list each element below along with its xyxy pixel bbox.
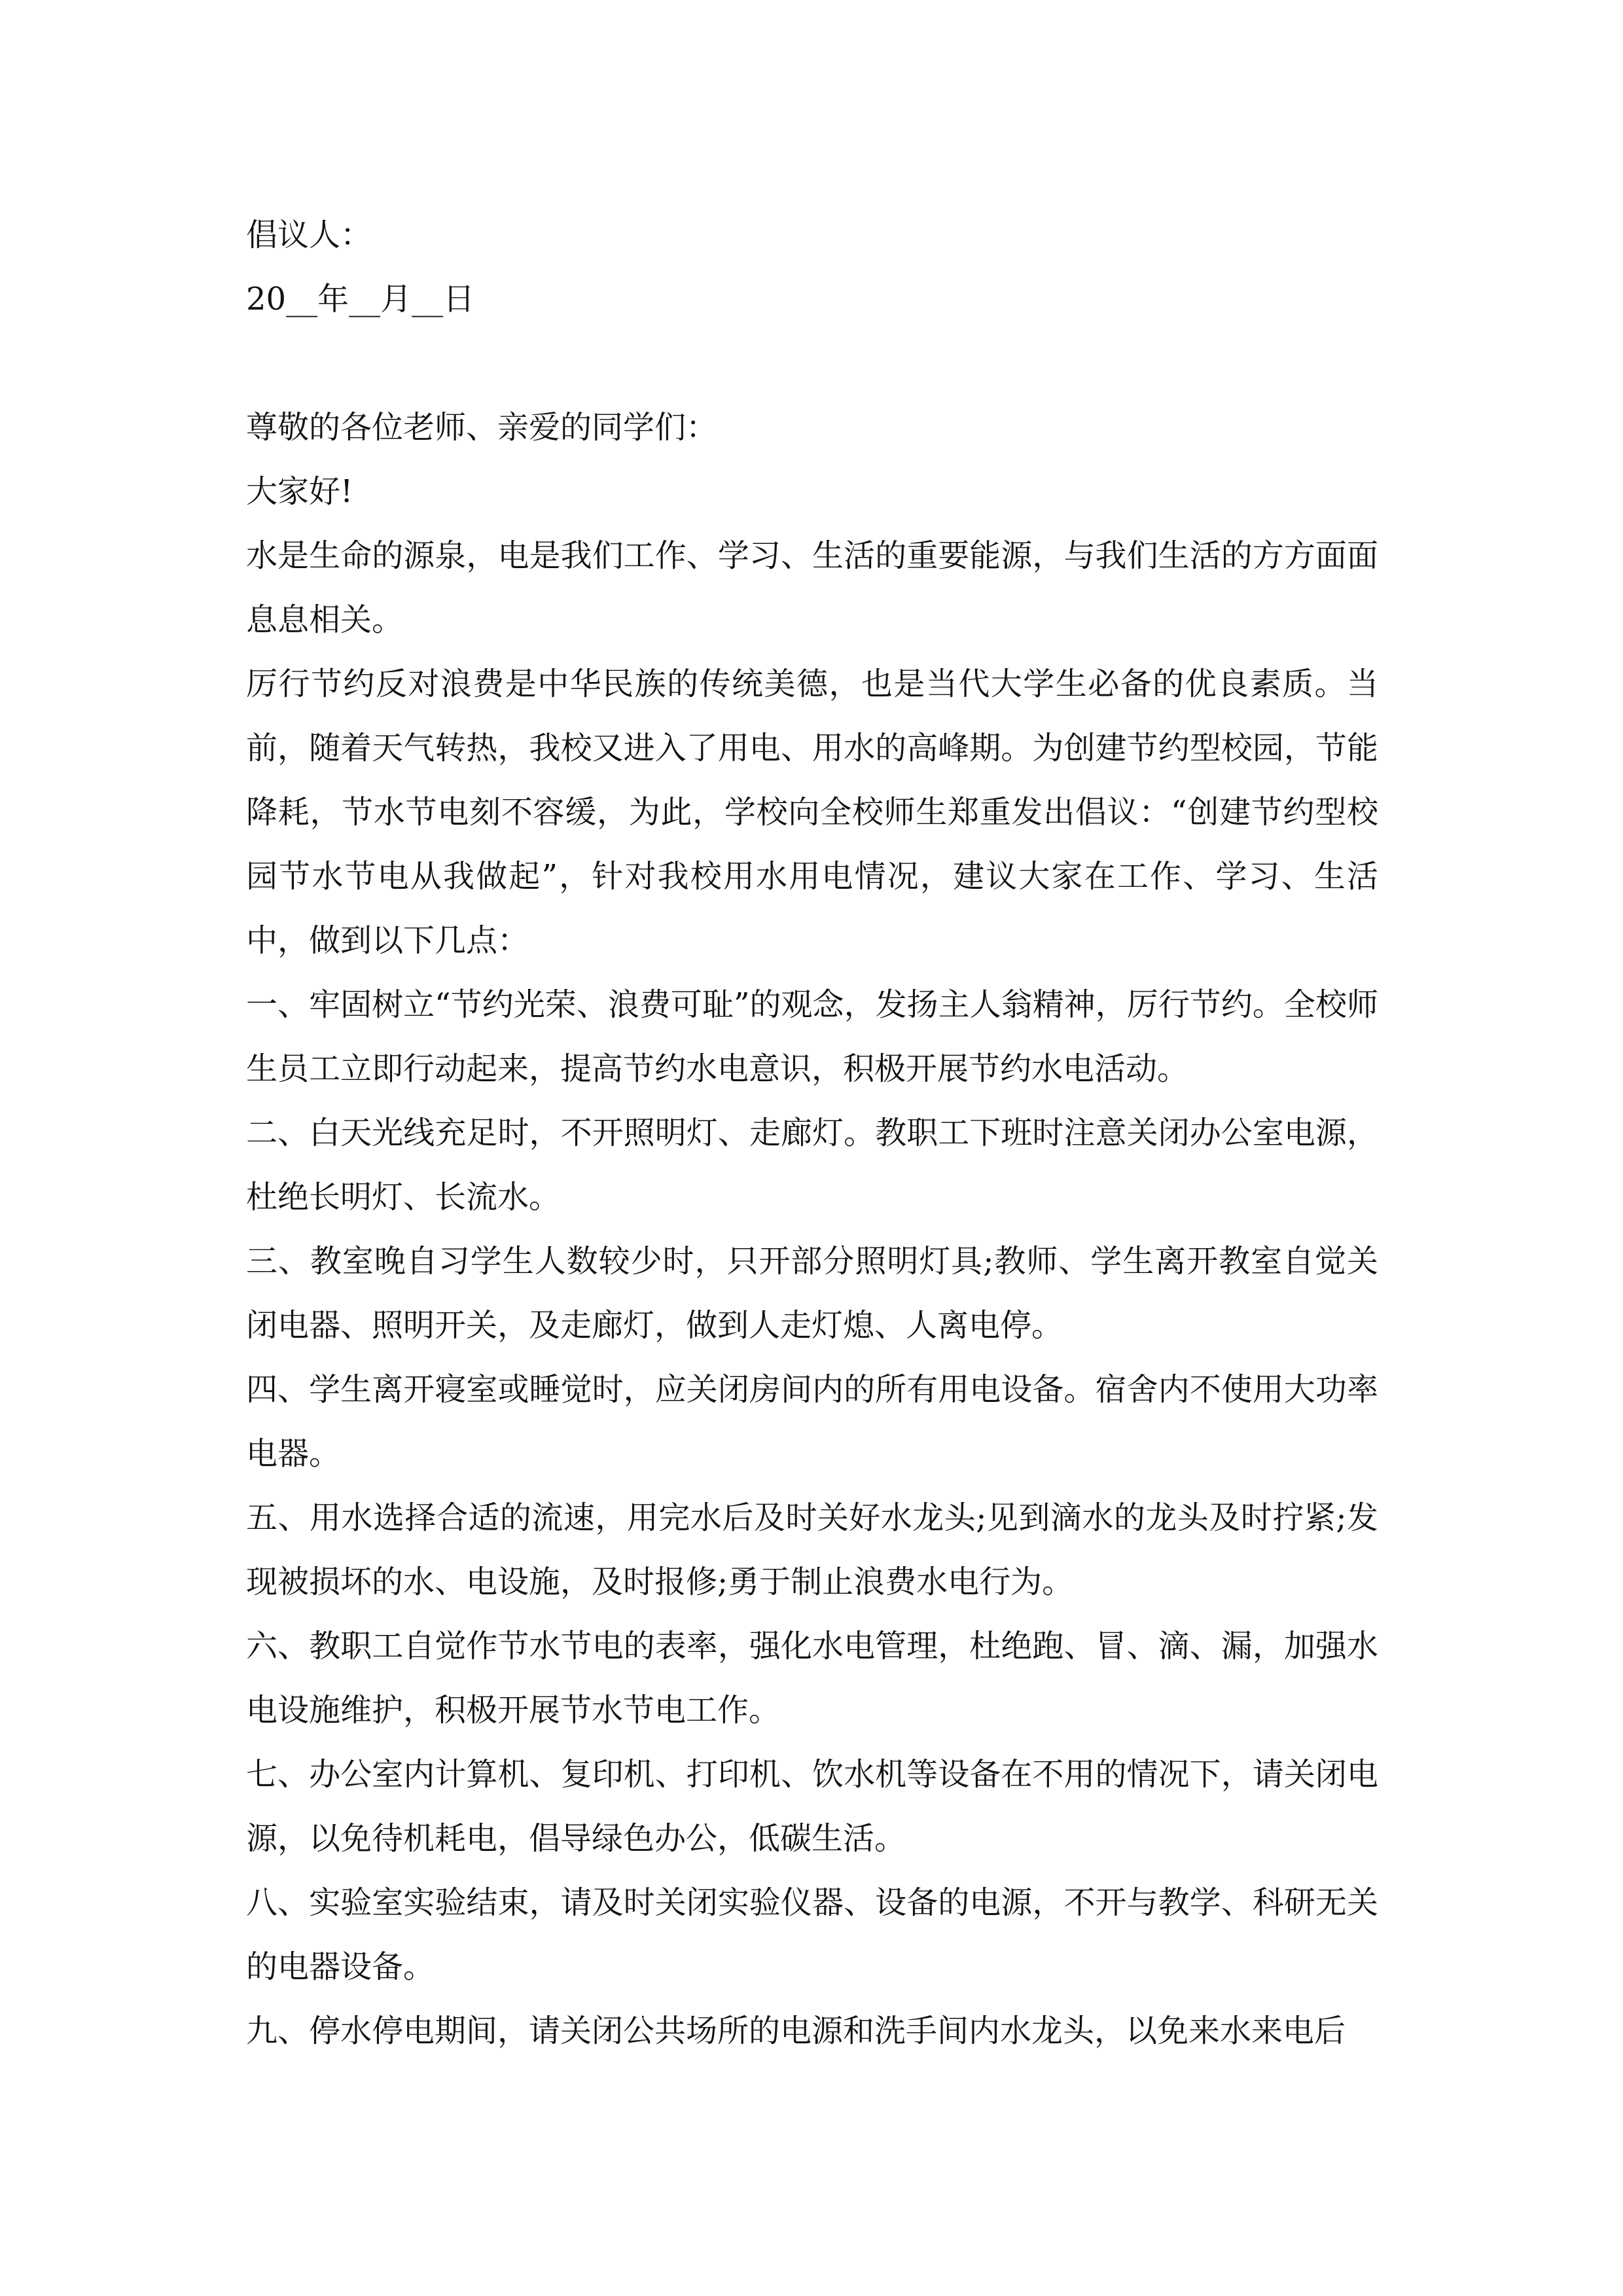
paragraph-item-1: 一、牢固树立“节约光荣、浪费可耻”的观念，发扬主人翁精神，厉行节约。全校师生员工立即行动起来，提高节约水电意识，积极开展节约水电活动。 xyxy=(246,986,1378,1087)
paragraph-item-2: 二、白天光线充足时，不开照明灯、走廊灯。教职工下班时注意关闭办公室电源，杜绝长明灯、长流水。 xyxy=(246,1115,1378,1215)
proposer-label: 倡议人： xyxy=(246,217,372,253)
paragraph-item-8: 八、实验室实验结束，请及时关闭实验仪器、设备的电源，不开与教学、科研无关的电器设备。 xyxy=(246,1884,1378,1985)
paragraph-item-3: 三、教室晚自习学生人数较少时，只开部分照明灯具;教师、学生离开教室自觉关闭电器、照明开关，及走廊灯，做到人走灯熄、人离电停。 xyxy=(246,1243,1378,1344)
document-body xyxy=(246,203,1378,2063)
paragraph-item-7: 七、办公室内计算机、复印机、打印机、饮水机等设备在不用的情况下，请关闭电源，以免待机耗电，倡导绿色办公，低碳生活。 xyxy=(246,1756,1378,1857)
date-line: 20__年__月__日 xyxy=(246,281,475,317)
greeting: 大家好! xyxy=(246,473,353,510)
salutation: 尊敬的各位老师、亲爱的同学们： xyxy=(246,409,718,446)
paragraph-item-5: 五、用水选择合适的流速，用完水后及时关好水龙头;见到滴水的龙头及时拧紧;发现被损坏的水、电设施，及时报修;勇于制止浪费水电行为。 xyxy=(246,1499,1378,1600)
paragraph-background: 厉行节约反对浪费是中华民族的传统美德，也是当代大学生必备的优良素质。当前，随着天气转热，我校又进入了用电、用水的高峰期。为创建节约型校园，节能降耗，节水节电刻不容缓，为此，学校向全校师生郑重发出倡议：“创建节约型校园节水节电从我做起”，针对我校用水用电情况，建议大家在工作、学习、生活中，做到以下几点： xyxy=(246,666,1378,959)
paragraph-intro: 水是生命的源泉，电是我们工作、学习、生活的重要能源，与我们生活的方方面面息息相关。 xyxy=(246,537,1378,638)
paragraph-item-6: 六、教职工自觉作节水节电的表率，强化水电管理，杜绝跑、冒、滴、漏，加强水电设施维护，积极开展节水节电工作。 xyxy=(246,1628,1378,1729)
paragraph-item-9: 九、停水停电期间，请关闭公共场所的电源和洗手间内水龙头，以免来水来电后 xyxy=(246,2013,1346,2049)
paragraph-item-4: 四、学生离开寝室或睡觉时，应关闭房间内的所有用电设备。宿舍内不使用大功率电器。 xyxy=(246,1371,1378,1472)
blank-line xyxy=(246,331,1378,395)
